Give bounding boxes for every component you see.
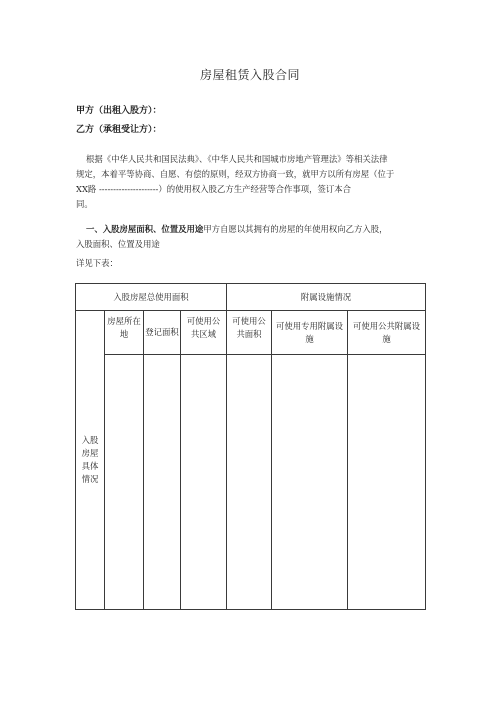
public-region-header: 可使用公共区域 <box>181 311 227 355</box>
public-area-header: 可使用公共面积 <box>227 311 272 355</box>
registered-area-cell <box>144 355 181 610</box>
intro-line: XX路 ---------------------）的使用权入股乙方生产经营等合作事项，签订本合 <box>76 184 352 194</box>
row-label-cell <box>76 311 105 610</box>
section-1-heading: 一、入股房屋面积、位置及用途 <box>86 224 204 234</box>
row-label: 入股房屋具体情况 <box>81 435 99 484</box>
intro-line: 规定，本着平等协商、自愿、有偿的原则，经双方协商一致，就甲方以所有房屋（位于 <box>76 169 395 179</box>
public-facilities-header: 可使用公共附属设施 <box>348 311 426 355</box>
section-1-paragraph <box>76 222 428 271</box>
total-area-header: 入股房屋总使用面积 <box>76 284 227 311</box>
section-1-line: 详见下表： <box>76 258 118 268</box>
location-header: 房屋所在地 <box>105 311 144 355</box>
property-table <box>75 283 426 610</box>
public-facilities-cell <box>348 355 426 610</box>
intro-line: 根据《中华人民共和国民法典》、《中华人民共和国城市房地产管理法》等相关法律 <box>86 154 388 164</box>
party-b-label: 乙方（承租受让方）： <box>76 125 162 135</box>
registered-area-header: 登记面积 <box>144 311 181 355</box>
public-area-cell <box>227 355 272 610</box>
intro-paragraph <box>76 152 428 212</box>
section-1-line: 入股面积、位置及用途 <box>76 239 160 249</box>
section-1-line <box>76 222 428 237</box>
private-facilities-cell <box>272 355 348 610</box>
party-a-label: 甲方（出租入股方）： <box>76 106 162 116</box>
location-cell <box>105 355 144 610</box>
intro-line: 同。 <box>76 199 93 209</box>
section-1-text: 甲方自愿以其拥有的房屋的年使用权向乙方入股， <box>203 224 388 234</box>
private-facilities-header: 可使用专用附属设施 <box>272 311 348 355</box>
facilities-header: 附属设施情况 <box>227 284 426 311</box>
public-region-cell <box>181 355 227 610</box>
document-title: 房屋租赁入股合同 <box>199 68 300 82</box>
